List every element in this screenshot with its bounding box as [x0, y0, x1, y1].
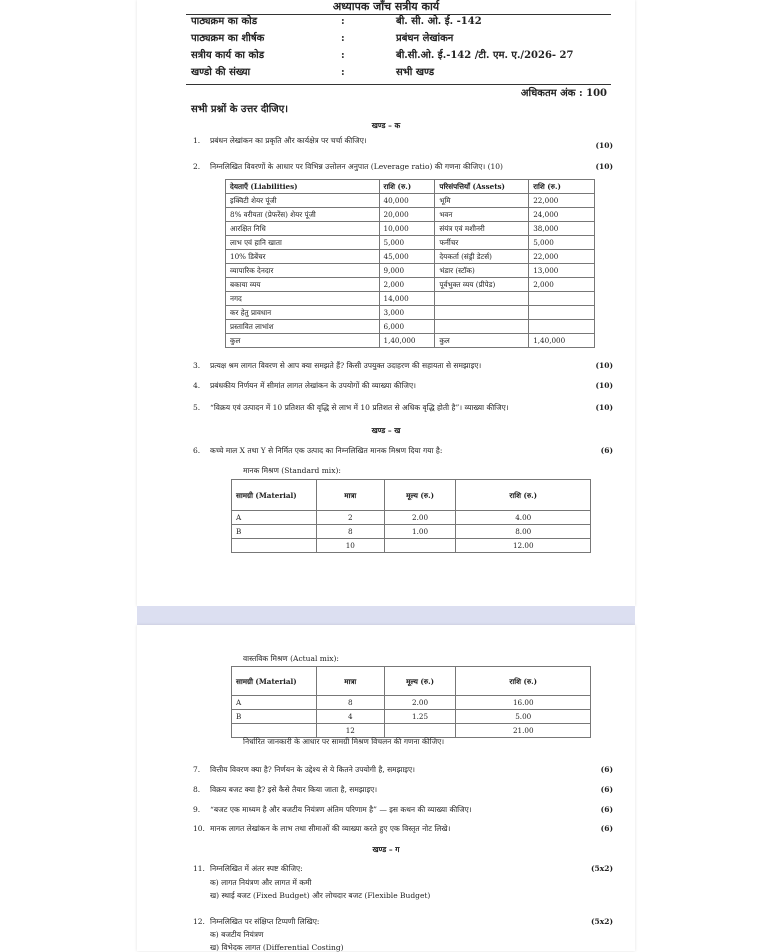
table-cell: 1.25: [384, 710, 456, 724]
meta-key: खण्डो की संख्या: [191, 67, 251, 78]
table-cell: 13,000: [529, 264, 595, 278]
question-number: 3.: [193, 361, 201, 370]
table-cell: 1.00: [384, 525, 456, 539]
meta-sep: :: [341, 67, 345, 78]
table-cell: 21.00: [456, 724, 591, 738]
table-total-row: [226, 334, 595, 348]
table-header-cell: परिसंपत्तियाँ (Assets): [435, 180, 529, 194]
table-cell: 8.00: [456, 525, 591, 539]
question-marks: (5x2): [590, 917, 613, 926]
table-row: [232, 511, 591, 525]
balance-sheet-table: [225, 179, 595, 348]
table-header-cell: मात्रा: [316, 480, 384, 511]
table-header-row: [232, 480, 591, 511]
table-cell: 10,000: [379, 222, 435, 236]
question-text: विक्रय बजट क्या है? इसे कैसे तैयार किया जाता है, समझाइए।: [210, 785, 378, 794]
question-number: 1.: [193, 136, 201, 145]
table-row: [226, 208, 595, 222]
question-marks: (6): [600, 446, 613, 455]
table-cell: 2.00: [384, 696, 456, 710]
table-cell: भूमि: [435, 194, 529, 208]
actual-mix-note: निर्धारित जानकारी के आधार पर सामग्री मिश्रण विचलन की गणना कीजिए।: [243, 737, 445, 746]
section-heading-c: खण्ड – ग: [372, 845, 400, 854]
meta-sep: :: [341, 50, 345, 61]
table-cell: B: [232, 525, 317, 539]
question-number: 4.: [193, 381, 201, 390]
question-number: 10.: [193, 824, 205, 833]
table-header-cell: मात्रा: [316, 667, 384, 696]
actual-mix-table: [231, 666, 591, 738]
actual-mix-caption: वास्तविक मिश्रण (Actual mix):: [243, 654, 339, 663]
question-marks: (6): [600, 805, 613, 814]
table-row: [226, 194, 595, 208]
question-number: 5.: [193, 403, 201, 412]
table-cell: [435, 292, 529, 306]
table-cell: फर्नीचर: [435, 236, 529, 250]
table-cell: [384, 539, 456, 553]
meta-value: बी. सी. ओ. ई. -142: [396, 16, 482, 27]
table-cell: [529, 292, 595, 306]
table-cell: नगद: [226, 292, 380, 306]
table-cell: 4: [316, 710, 384, 724]
table-cell: 6,000: [379, 320, 435, 334]
table-cell: 9,000: [379, 264, 435, 278]
table-row: [226, 222, 595, 236]
question-number: 6.: [193, 446, 201, 455]
table-header-cell: सामग्री (Material): [232, 480, 317, 511]
question-text: प्रबंधकीय निर्णयन में सीमांत लागत लेखांकन के उपयोगों की व्याख्या कीजिए।: [210, 381, 416, 390]
table-cell: पूर्वभुक्त व्यय (प्रीपेड): [435, 278, 529, 292]
standard-mix-table: [231, 479, 591, 553]
table-cell: 2,000: [529, 278, 595, 292]
table-cell: देयकर्ता (संड्री डेटर्स): [435, 250, 529, 264]
table-row: [232, 710, 591, 724]
table-cell: 8: [316, 525, 384, 539]
meta-key: सत्रीय कार्य का कोड: [191, 50, 265, 61]
table-cell: 16.00: [456, 696, 591, 710]
table-cell: कर हेतु प्रावधान: [226, 306, 380, 320]
table-cell: भवन: [435, 208, 529, 222]
meta-value: सभी खण्ड: [396, 67, 435, 78]
table-header-cell: राशि (रु.): [529, 180, 595, 194]
table-row: [226, 264, 595, 278]
table-cell: [529, 306, 595, 320]
table-cell: B: [232, 710, 317, 724]
question-number: 2.: [193, 162, 201, 171]
meta-row-blocks: [191, 67, 611, 84]
table-row: [232, 525, 591, 539]
meta-sep: :: [341, 16, 345, 27]
question-marks: (6): [600, 765, 613, 774]
meta-value: प्रबंधन लेखांकन: [396, 33, 454, 44]
meta-row-assignment-code: [191, 50, 611, 67]
question-marks: (10): [595, 141, 613, 150]
table-cell: [435, 320, 529, 334]
table-cell: आरक्षित निधि: [226, 222, 380, 236]
table-cell: 3,000: [379, 306, 435, 320]
page-gap: [137, 606, 635, 625]
table-cell: [529, 320, 595, 334]
table-cell: 38,000: [529, 222, 595, 236]
question-marks: (10): [595, 403, 613, 412]
table-header-cell: मूल्य (रु.): [384, 667, 456, 696]
meta-sep: :: [341, 33, 345, 44]
question-11-sub-b: ख) स्थाई बजट (Fixed Budget) और लोचदार बजट (Flexible Budget): [210, 891, 431, 900]
table-row: [226, 278, 595, 292]
question-text: मानक लागत लेखांकन के लाभ तथा सीमाओं की व्याख्या करते हुए एक विस्तृत नोट लिखे।: [210, 824, 451, 833]
question-marks: (10): [595, 381, 613, 390]
table-row: [226, 320, 595, 334]
header-rule-bottom: [186, 84, 611, 85]
meta-key: पाठ्यक्रम का शीर्षक: [191, 33, 265, 44]
max-marks: अधिकतम अंक : 100: [520, 88, 607, 99]
question-12-sub-b: ख) विभेदक लागत (Differential Costing): [210, 943, 344, 952]
table-cell: कुल: [226, 334, 380, 348]
table-cell: 1,40,000: [379, 334, 435, 348]
table-cell: 5,000: [529, 236, 595, 250]
table-cell: बकाया व्यय: [226, 278, 380, 292]
table-cell: लाभ एवं हानि खाता: [226, 236, 380, 250]
table-total-row: [232, 539, 591, 553]
table-cell: [384, 724, 456, 738]
header-rule-top: [186, 14, 611, 15]
table-cell: 24,000: [529, 208, 595, 222]
table-cell: 10: [316, 539, 384, 553]
table-row: [226, 250, 595, 264]
table-row: [226, 306, 595, 320]
meta-row-course-code: [191, 16, 611, 33]
question-text: प्रत्यक्ष श्रम लागत विवरण से आप क्या समझते हैं? किसी उपयुक्त उदाहरण की सहायता से समझाइए।: [210, 361, 482, 370]
question-marks: (6): [600, 785, 613, 794]
table-cell: 45,000: [379, 250, 435, 264]
table-cell: [232, 539, 317, 553]
table-cell: 5,000: [379, 236, 435, 250]
table-header-cell: राशि (रु.): [456, 480, 591, 511]
table-header-row: [232, 667, 591, 696]
table-total-row: [232, 724, 591, 738]
section-heading-a: खण्ड – क: [371, 121, 401, 130]
table-cell: व्यापारिक देनदार: [226, 264, 380, 278]
question-marks: (10): [595, 162, 613, 171]
table-cell: प्रस्तावित लाभांश: [226, 320, 380, 334]
table-cell: 1,40,000: [529, 334, 595, 348]
table-cell: 22,000: [529, 250, 595, 264]
table-cell: संयंत्र एवं मशीनरी: [435, 222, 529, 236]
table-header-cell: मूल्य (रु.): [384, 480, 456, 511]
meta-row-course-title: [191, 33, 611, 50]
table-cell: भंडार (स्टॉक): [435, 264, 529, 278]
table-cell: 2,000: [379, 278, 435, 292]
table-cell: 40,000: [379, 194, 435, 208]
question-number: 8.: [193, 785, 201, 794]
table-row: [226, 236, 595, 250]
table-cell: 5.00: [456, 710, 591, 724]
section-heading-b: खण्ड – ख: [371, 426, 401, 435]
question-text: “बजट एक माध्यम है और बजटीय नियंत्रण अंतिम परिणाम है” — इस कथन की व्याख्या कीजिए।: [210, 805, 472, 814]
table-cell: 8% वरीयता (प्रेफरेंस) शेयर पूंजी: [226, 208, 380, 222]
question-text: निम्नलिखित में अंतर स्पष्ट कीजिए:: [210, 864, 303, 873]
question-12-sub-a: क) बजटीय नियंत्रण: [210, 930, 264, 939]
document-page-2: [137, 625, 635, 951]
question-text: प्रबंधन लेखांकन का प्रकृति और कार्यक्षेत्र पर चर्चा कीजिए।: [210, 136, 367, 145]
question-text: निम्नलिखित पर संक्षिप्त टिप्पणी लिखिए:: [210, 917, 320, 926]
table-cell: 2.00: [384, 511, 456, 525]
table-row: [232, 696, 591, 710]
standard-mix-caption: मानक मिश्रण (Standard mix):: [243, 466, 341, 475]
table-header-cell: देयताएँ (Liabilities): [226, 180, 380, 194]
table-cell: 14,000: [379, 292, 435, 306]
table-cell: 12.00: [456, 539, 591, 553]
document-page-1: [137, 0, 635, 606]
table-row: [226, 292, 595, 306]
table-cell: [232, 724, 317, 738]
question-number: 12.: [193, 917, 205, 926]
table-cell: 12: [316, 724, 384, 738]
instruction: सभी प्रश्नों के उत्तर दीजिए।: [191, 104, 289, 115]
table-cell: 22,000: [529, 194, 595, 208]
table-cell: A: [232, 511, 317, 525]
question-marks: (10): [595, 361, 613, 370]
question-number: 11.: [193, 864, 205, 873]
question-text: निम्नलिखित विवरणों के आधार पर विभिन्न उत्तोलन अनुपात (Leverage ratio) की गणना कीजिए। (10): [210, 162, 503, 171]
question-text: वित्तीय विवरण क्या है? निर्णयन के उद्देश्य से ये कितने उपयोगी है, समझाइए।: [210, 765, 415, 774]
table-cell: 20,000: [379, 208, 435, 222]
question-number: 7.: [193, 765, 201, 774]
table-header-cell: राशि (रु.): [456, 667, 591, 696]
question-11-sub-a: क) लागत नियंत्रण और लागत में कमी: [210, 878, 312, 887]
question-text: “विक्रय एवं उत्पादन में 10 प्रतिशत की वृद्धि से लाभ में 10 प्रतिशत से अधिक वृद्धि होती है”। व्याख्या कीजिए।: [210, 403, 509, 412]
table-cell: [435, 306, 529, 320]
table-header-row: [226, 180, 595, 194]
table-cell: 10% डिबेंचर: [226, 250, 380, 264]
meta-key: पाठ्यक्रम का कोड: [191, 16, 258, 27]
meta-value: बी.सी.ओ. ई.-142 /टी. एम. ए./2026- 27: [396, 50, 574, 61]
table-header-cell: सामग्री (Material): [232, 667, 317, 696]
question-number: 9.: [193, 805, 201, 814]
table-cell: इक्विटी शेयर पूंजी: [226, 194, 380, 208]
table-cell: A: [232, 696, 317, 710]
table-header-cell: राशि (रु.): [379, 180, 435, 194]
question-marks: (6): [600, 824, 613, 833]
table-cell: कुल: [435, 334, 529, 348]
table-cell: 4.00: [456, 511, 591, 525]
assignment-title: अध्यापक जाँच सत्रीय कार्य: [332, 0, 440, 13]
question-text: कच्चे माल X तथा Y से निर्मित एक उत्पाद का निम्नलिखित मानक मिश्रण दिया गया है:: [210, 446, 443, 455]
table-cell: 8: [316, 696, 384, 710]
table-cell: 2: [316, 511, 384, 525]
question-marks: (5x2): [590, 864, 613, 873]
